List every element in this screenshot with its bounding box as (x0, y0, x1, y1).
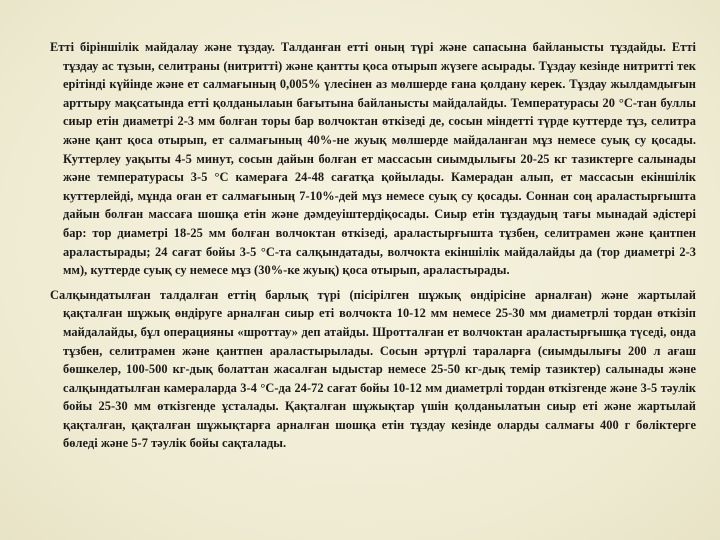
document-page (50, 38, 696, 459)
paragraph-meat-primary-grinding: Етті біріншілік майдалау және тұздау. Талданған етті оның түрі және сапасына байланысты тұздайды. Етті тұздау ас тұзын, селитраны (нитритті) және қантты қоса отырып жүзеге асырады. Тұздау кезінде нитритті тек ерітінді күйінде және ет салмағының 0,005% үлесінен аз мөлшерде ғана қолдану керек. Тұздау жылдамдығын арттыру мақсатында етті қолданылаын бағытына байланысты майдалайды. Температурасы 20 °С-тан буллы сиыр етін диаметрі 2-3 мм болған торы бар волчоктан өткізеді де, сосын міндетті түрде куттерде тұз, селитра және қант қоса отырып, ет салмағының 40%-не жуық мөлшерде майдаланған мұз немесе суық су қосады. Куттерлеу уақыты 4-5 минут, сосын дайын болған ет массасын сиымдылығы 20-25 кг тазиктерге салынады және температурасы 3-5 °С камераға 24-48 сағатқа қойылады. Камерадан алып, ет массасын екіншілік куттерлейді, мұнда оған ет салмағының 7-10%-дей мұз немесе суық су қосады. Соннан соң араластырғышта дайын болған массаға шошқа етін және дәмдеуіштердіқосады. Сиыр етін тұздаудың тағы мынадай әдістері бар: тор диаметрі 18-25 мм болған волчоктан өткізеді, араластырғышта тұзбен, селитрамен және қантпен араластырады; 24 сағат бойы 3-5 °С-та салқындатады, волчокта екіншілік майдалайды да (тор диаметрі 2-3 мм), куттерде суық су немесе мұз (30%-ке жуық) қоса отырып, араластырады. (50, 40, 696, 278)
paragraph-chilled-meat-processing: Салқындатылған талдалған еттің барлық түрі (пісірілген шұжық өндірісіне арналған) және жартылай қақталған шұжық өндіруге арналған сиыр еті волчокта 10-12 мм немесе 25-30 мм диаметрлі тордан өткізіп майдалайды, бұл операцияны «шроттау» деп атайды. Шротталған ет волчоктан араластырғышқа түседі, онда тұзбен, селитрамен және қантпен араластырылады. Сосын әртүрлі тараларға (сиымдылығы 200 л ағаш бөшкелер, 100-500 кг-дық болаттан жасалған ыдыстар немесе 25-50 кг-дық темір тазиктер) салынады және салқындатылған камераларда 3-4 °С-да 24-72 сағат бойы 10-12 мм диаметрлі тордан өткізгенде және 3-5 тәулік бойы 25-30 мм өткізгенде ұсталады. Қақталған шұжықтар үшін қолданылатын сиыр еті және жартылай қақталған, қақталған шұжықтарға арналған шошқа етін тұздау кезінде оларды салмағы 400 г бөліктерге бөледі және 5-7 тәулік бойы сақталады. (50, 287, 696, 451)
